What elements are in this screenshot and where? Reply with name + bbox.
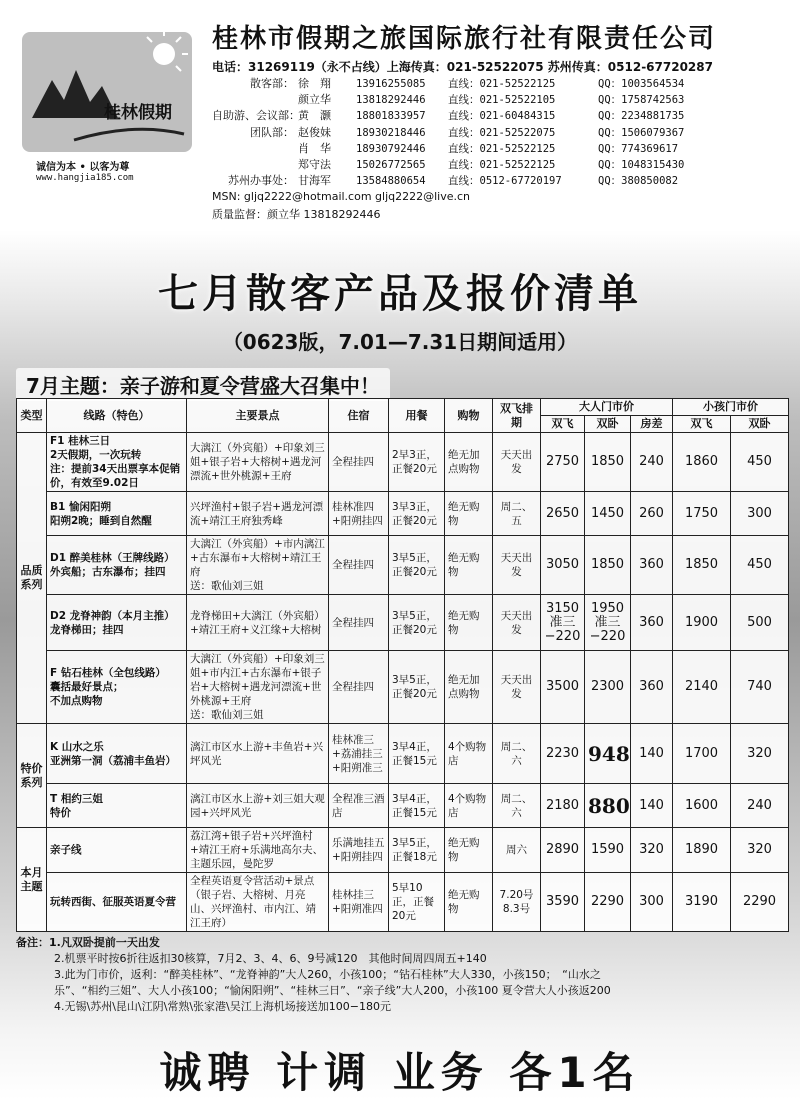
meals-cell: 5早10正，正餐20元 (389, 873, 445, 932)
shopping-cell: 绝无购物 (445, 828, 493, 873)
note-3-continued: 乐”、“相约三姐”、大人小孩100；“愉闲阳朔”、“桂林三日”、“亲子线”大人200，小孩100 夏令营大人小孩返200 (54, 984, 611, 997)
contact-qq: QQ：2234881735 (598, 110, 685, 123)
contact-dept (212, 141, 298, 157)
child-sleeper-price: 450 (731, 433, 789, 492)
table-header-row (17, 399, 789, 416)
child-sleeper-price: 320 (731, 724, 789, 784)
room-diff-price: 300 (631, 873, 673, 932)
note-4: 4.无锡\苏州\昆山\江阴\常熟\张家港\吴江上海机场接送加100−180元 (54, 1000, 391, 1013)
child-fly-price: 1750 (673, 492, 731, 536)
col-shopping: 购物 (445, 399, 493, 433)
hotel-cell: 乐满地挂五+阳朔挂四 (329, 828, 389, 873)
schedule-cell: 天天出发 (493, 651, 541, 724)
page-title: 七月散客产品及报价清单 (158, 271, 642, 317)
contact-row (212, 76, 768, 92)
phone-line: 电话：31269119（永不占线）上海传真：021-52522075 苏州传真：0512-67720287 (212, 60, 713, 74)
child-fly-price: 1700 (673, 724, 731, 784)
col-type: 类型 (17, 399, 47, 433)
note-2: 2.机票平时按6折往返扣30核算，7月2、3、4、6、9号减120 其他时间周四周五+140 (54, 952, 487, 965)
contact-name: 郑守法 (298, 158, 331, 172)
contact-list (212, 76, 768, 189)
sights-cell: 漓江市区水上游+刘三姐大观园+兴坪风光 (187, 784, 329, 828)
table-row (17, 784, 789, 828)
col-adult-sleeper: 双卧 (585, 416, 631, 433)
contact-qq: QQ：380850082 (598, 175, 679, 188)
contact-dept (212, 157, 298, 173)
table-row (17, 433, 789, 492)
contact-name: 颜立华 (298, 93, 331, 107)
adult-fly-price: 3590 (541, 873, 585, 932)
room-diff-price: 240 (631, 433, 673, 492)
contact-direct: 直线：021-52522105 (448, 94, 556, 107)
contact-dept: 苏州办事处： (228, 174, 294, 188)
room-diff-price: 140 (631, 784, 673, 828)
route-cell: 玩转西街、征服英语夏令营 (47, 873, 187, 932)
logo-text: 桂林假期 (104, 103, 172, 123)
contact-name: 甘海军 (298, 174, 331, 188)
contact-dept: 散客部： (250, 77, 294, 90)
child-sleeper-price: 240 (731, 784, 789, 828)
adult-sleeper-price: 2290 (585, 873, 631, 932)
schedule-cell: 天天出发 (493, 433, 541, 492)
contact-row (212, 141, 768, 157)
adult-fly-price: 2890 (541, 828, 585, 873)
meals-cell: 3早5正，正餐20元 (389, 536, 445, 595)
sights-cell: 龙脊梯田+大漓江（外宾船）+靖江王府+义江缘+大榕树 (187, 595, 329, 651)
schedule-cell: 周二、六 (493, 784, 541, 828)
schedule-cell: 7.20号 8.3号 (493, 873, 541, 932)
adult-fly-price: 2750 (541, 433, 585, 492)
schedule-cell: 天天出发 (493, 595, 541, 651)
contact-qq: QQ：1003564534 (598, 78, 685, 90)
child-fly-price: 1850 (673, 536, 731, 595)
schedule-cell: 周六 (493, 828, 541, 873)
col-adult-price: 大人门市价 (541, 399, 673, 416)
shopping-cell: 绝无购物 (445, 873, 493, 932)
contact-row (212, 157, 768, 173)
category-special: 特价系列 (17, 724, 47, 828)
adult-fly-price: 3500 (541, 651, 585, 724)
sights-cell: 兴坪渔村+银子岩+遇龙河漂流+靖江王府独秀峰 (187, 492, 329, 536)
table-row (17, 828, 789, 873)
contact-direct: 直线：021-52522125 (448, 142, 556, 155)
price-table (16, 398, 789, 932)
contact-name: 黄 灏 (298, 109, 331, 123)
table-row (17, 651, 789, 724)
adult-sleeper-price: 1850 (585, 433, 631, 492)
route-cell: F1 桂林三日 2天假期，一次玩转 注：提前34天出票享本促销价，有效至9.02日 (47, 433, 187, 492)
route-cell: D1 醉美桂林（王牌线路） 外宾船；古东瀑布；挂四 (47, 536, 187, 595)
table-row (17, 595, 789, 651)
hotel-cell: 全程挂四 (329, 651, 389, 724)
contact-mobile: 13916255085 (356, 78, 426, 90)
col-hotel: 住宿 (329, 399, 389, 433)
contact-direct: 直线：021-60484315 (448, 110, 556, 123)
hotel-cell: 桂林准三+荔浦挂三+阳朔准三 (329, 724, 389, 784)
schedule-cell: 天天出发 (493, 536, 541, 595)
contact-mobile: 13818292446 (356, 94, 426, 107)
contact-row (212, 125, 768, 141)
shopping-cell: 绝无购物 (445, 492, 493, 536)
contact-qq: QQ：1758742563 (598, 94, 685, 107)
category-quality: 品质系列 (17, 433, 47, 724)
contact-qq: QQ：1048315430 (598, 159, 685, 172)
adult-sleeper-price: 1590 (585, 828, 631, 873)
contact-name: 徐 翔 (298, 77, 331, 90)
hotel-cell: 桂林挂三+阳朔准四 (329, 873, 389, 932)
sights-cell: 大漓江（外宾船）+印象刘三姐+市内江+古东瀑布+银子岩+大榕树+遇龙河漂流+世外桃源+王府 送：歌仙刘三姐 (187, 651, 329, 724)
meals-cell: 2早3正，正餐20元 (389, 433, 445, 492)
meals-cell: 3早5正，正餐20元 (389, 651, 445, 724)
contact-mobile: 15026772565 (356, 159, 426, 172)
adult-sleeper-price: 2300 (585, 651, 631, 724)
hotel-cell: 全程准三酒店 (329, 784, 389, 828)
child-fly-price: 2140 (673, 651, 731, 724)
adult-sleeper-price: 1450 (585, 492, 631, 536)
sights-cell: 荔江湾+银子岩+兴坪渔村+靖江王府+乐满地高尔夫、主题乐园，曼陀罗 (187, 828, 329, 873)
room-diff-price: 260 (631, 492, 673, 536)
shopping-cell: 绝无购物 (445, 595, 493, 651)
adult-sleeper-price: 948 (585, 724, 631, 784)
room-diff-price: 140 (631, 724, 673, 784)
shopping-cell: 4个购物店 (445, 724, 493, 784)
contact-qq: QQ：774369617 (598, 142, 679, 155)
room-diff-price: 320 (631, 828, 673, 873)
adult-fly-price: 3050 (541, 536, 585, 595)
hotel-cell: 全程挂四 (329, 536, 389, 595)
child-fly-price: 1860 (673, 433, 731, 492)
page-subtitle: （0623版，7.01—7.31日期间适用） (222, 330, 578, 354)
child-sleeper-price: 500 (731, 595, 789, 651)
col-child-price: 小孩门市价 (673, 399, 789, 416)
sights-cell: 全程英语夏令营活动+景点（银子岩、大榕树、月亮山、兴坪渔村、市内江、靖江王府） (187, 873, 329, 932)
meals-cell: 3早4正，正餐15元 (389, 784, 445, 828)
adult-fly-price: 2230 (541, 724, 585, 784)
meals-cell: 3早3正，正餐20元 (389, 492, 445, 536)
contact-mobile: 13584880654 (356, 175, 426, 188)
website-url[interactable]: www.hangjia185.com (36, 173, 134, 183)
contact-dept: 团队部： (250, 125, 294, 139)
table-row (17, 873, 789, 932)
monthly-theme: 7月主题：亲子游和夏令营盛大召集中！ (16, 368, 390, 401)
contact-name: 赵俊妹 (298, 125, 331, 139)
adult-fly-price: 2650 (541, 492, 585, 536)
slogan: 诚信为本 • 以客为尊 (36, 162, 130, 173)
adult-sleeper-price: 880 (585, 784, 631, 828)
child-sleeper-price: 300 (731, 492, 789, 536)
meals-cell: 3早4正，正餐15元 (389, 724, 445, 784)
adult-fly-price: 2180 (541, 784, 585, 828)
shopping-cell: 绝无加点购物 (445, 651, 493, 724)
sights-cell: 大漓江（外宾船）+市内漓江+古东瀑布+大榕树+靖江王府 送：歌仙刘三姐 (187, 536, 329, 595)
child-sleeper-price: 320 (731, 828, 789, 873)
col-room-diff: 房差 (631, 416, 673, 433)
contact-mobile: 18801833957 (356, 110, 426, 123)
contact-mobile: 18930218446 (356, 126, 426, 139)
child-fly-price: 1890 (673, 828, 731, 873)
route-cell: 亲子线 (47, 828, 187, 873)
contact-row (212, 92, 768, 108)
col-sights: 主要景点 (187, 399, 329, 433)
contact-name: 肖 华 (298, 141, 331, 155)
shopping-cell: 绝无购物 (445, 536, 493, 595)
recruitment-banner: 诚聘 计调 业务 各1名 (159, 1048, 641, 1097)
shopping-cell: 4个购物店 (445, 784, 493, 828)
schedule-cell: 周二、六 (493, 724, 541, 784)
hotel-cell: 全程挂四 (329, 595, 389, 651)
company-name: 桂林市假期之旅国际旅行社有限责任公司 (212, 24, 717, 54)
child-sleeper-price: 2290 (731, 873, 789, 932)
table-row (17, 724, 789, 784)
quality-supervisor: 质量监督：颜立华 13818292446 (212, 208, 381, 221)
category-monthly: 本月主题 (17, 828, 47, 932)
contact-direct: 直线：021-52522075 (448, 126, 556, 139)
route-cell: T 相约三姐 特价 (47, 784, 187, 828)
col-meals: 用餐 (389, 399, 445, 433)
child-sleeper-price: 740 (731, 651, 789, 724)
col-schedule: 双飞排期 (493, 399, 541, 433)
hotel-cell: 全程挂四 (329, 433, 389, 492)
meals-cell: 3早5正，正餐18元 (389, 828, 445, 873)
adult-sleeper-price: 1850 (585, 536, 631, 595)
route-cell: K 山水之乐 亚洲第一洞（荔浦丰鱼岩） (47, 724, 187, 784)
notes-section (16, 935, 788, 1015)
contact-dept (212, 92, 298, 108)
room-diff-price: 360 (631, 595, 673, 651)
contact-row (212, 173, 768, 189)
adult-fly-price: 3150 准三 −220 (541, 595, 585, 651)
contact-row (212, 108, 768, 124)
col-route: 线路（特色） (47, 399, 187, 433)
msn-contact: MSN: gljq2222@hotmail.com gljq2222@live.cn (212, 190, 471, 203)
child-fly-price: 1600 (673, 784, 731, 828)
note-1: 备注：1.凡双卧提前一天出发 (16, 936, 160, 949)
schedule-cell: 周二、五 (493, 492, 541, 536)
note-3: 3.此为门市价，返利：“醉美桂林”、“龙脊神韵”大人260，小孩100；“钻石桂林”大人330，小孩150； “山水之 (54, 968, 601, 981)
route-cell: F 钻石桂林（全包线路） 囊括最好景点； 不加点购物 (47, 651, 187, 724)
child-fly-price: 1900 (673, 595, 731, 651)
contact-direct: 直线：021-52522125 (448, 159, 556, 172)
col-adult-fly: 双飞 (541, 416, 585, 433)
route-cell: B1 愉闲阳朔 阳朔2晚；睡到自然醒 (47, 492, 187, 536)
table-row (17, 536, 789, 595)
contact-direct: 直线：021-52522125 (448, 78, 556, 90)
sights-cell: 大漓江（外宾船）+印象刘三姐+银子岩+大榕树+遇龙河漂流+世外桃源+王府 (187, 433, 329, 492)
child-sleeper-price: 450 (731, 536, 789, 595)
room-diff-price: 360 (631, 651, 673, 724)
meals-cell: 3早5正，正餐20元 (389, 595, 445, 651)
sights-cell: 漓江市区水上游+丰鱼岩+兴坪风光 (187, 724, 329, 784)
contact-qq: QQ：1506079367 (598, 126, 685, 139)
room-diff-price: 360 (631, 536, 673, 595)
route-cell: D2 龙脊神韵（本月主推） 龙脊梯田；挂四 (47, 595, 187, 651)
hotel-cell: 桂林准四+阳朔挂四 (329, 492, 389, 536)
shopping-cell: 绝无加点购物 (445, 433, 493, 492)
col-child-sleeper: 双卧 (731, 416, 789, 433)
contact-direct: 直线：0512-67720197 (448, 175, 562, 188)
adult-sleeper-price: 1950 准三 −220 (585, 595, 631, 651)
contact-dept: 自助游、会议部： (212, 109, 300, 123)
col-child-fly: 双飞 (673, 416, 731, 433)
contact-mobile: 18930792446 (356, 142, 426, 155)
child-fly-price: 3190 (673, 873, 731, 932)
table-row (17, 492, 789, 536)
